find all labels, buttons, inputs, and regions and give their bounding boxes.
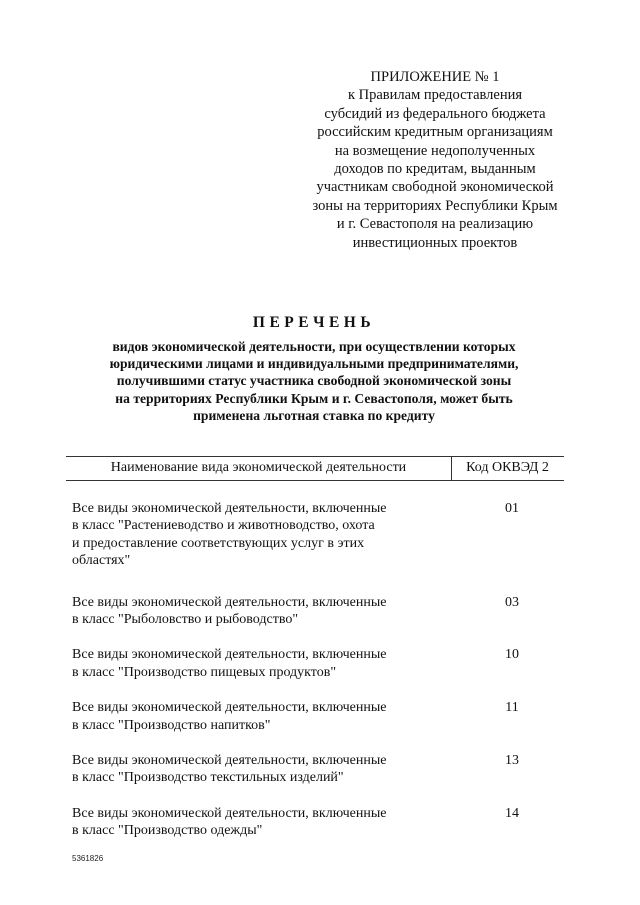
okved-code: 10	[505, 647, 519, 663]
activity-line: в класс "Рыболовство и рыбоводство"	[72, 612, 299, 628]
activity-line: Все виды экономической деятельности, включенные	[72, 647, 387, 663]
appendix-header	[290, 68, 580, 252]
activity-line: Все виды экономической деятельности, включенные	[72, 501, 387, 516]
activity-line: в класс "Производство текстильных изделий"	[72, 770, 344, 786]
activity-name	[72, 646, 422, 681]
appendix-line: участникам свободной экономической	[316, 179, 554, 196]
activity-line: Все виды экономической деятельности, включенные	[72, 700, 387, 716]
document-title: ПЕРЕЧЕНЬ	[252, 314, 376, 331]
table-row	[72, 594, 572, 629]
activity-name	[72, 594, 422, 629]
okved-code: 14	[505, 805, 519, 821]
appendix-line: доходов по кредитам, выданным	[334, 161, 536, 178]
table-row	[72, 805, 572, 840]
appendix-line: инвестиционных проектов	[352, 234, 518, 251]
activity-line: в класс "Производство одежды"	[72, 823, 263, 839]
appendix-line: зоны на территориях Республики Крым	[312, 197, 558, 214]
activity-line: в класс "Растениеводство и животноводство, охота	[72, 518, 375, 534]
appendix-line: российским кредитным организациям	[317, 124, 553, 141]
table-row	[72, 646, 572, 681]
subtitle-line: юридическими лицами и индивидуальными предпринимателями,	[109, 356, 519, 372]
subtitle-line: применена льготная ставка по кредиту	[193, 407, 435, 423]
subtitle-line: видов экономической деятельности, при осуществлении которых	[112, 339, 516, 354]
appendix-line: субсидий из федерального бюджета	[324, 105, 546, 122]
okved-code: 03	[505, 594, 519, 610]
table-top-rule	[66, 456, 564, 457]
activity-line: в класс "Производство напитков"	[72, 717, 271, 733]
appendix-line: к Правилам предоставления	[347, 87, 523, 104]
activity-name	[72, 805, 422, 840]
okved-code: 13	[505, 753, 519, 769]
activity-line: и предоставление соответствующих услуг в этих	[72, 535, 365, 551]
table-header-rule	[66, 480, 564, 481]
table-row	[72, 752, 572, 787]
activity-line: Все виды экономической деятельности, включенные	[72, 753, 387, 769]
activity-name	[72, 500, 422, 570]
okved-code: 11	[505, 700, 519, 716]
activity-line: Все виды экономической деятельности, включенные	[72, 805, 387, 821]
subtitle-line: на территориях Республики Крым и г. Севастополя, может быть	[115, 390, 513, 406]
document-number: 5361826	[72, 854, 104, 863]
table-body	[72, 500, 572, 840]
subtitle-line: получившими статус участника свободной экономической зоны	[116, 373, 512, 389]
activity-line: в класс "Производство пищевых продуктов"	[72, 664, 337, 680]
column-header-code: Код ОКВЭД 2	[466, 460, 549, 475]
activity-name	[72, 699, 422, 734]
activity-line: областях"	[72, 553, 131, 569]
okved-code: 01	[505, 501, 519, 516]
appendix-line: и г. Севастополя на реализацию	[336, 216, 534, 233]
activity-name	[72, 752, 422, 787]
table-row	[72, 500, 572, 570]
table-row	[72, 699, 572, 734]
document-subtitle	[0, 338, 628, 424]
activity-line: Все виды экономической деятельности, включенные	[72, 594, 387, 610]
appendix-line: ПРИЛОЖЕНИЕ № 1	[370, 69, 500, 85]
appendix-line: на возмещение недополученных	[334, 142, 536, 159]
column-header-name: Наименование вида экономической деятельности	[110, 460, 407, 475]
